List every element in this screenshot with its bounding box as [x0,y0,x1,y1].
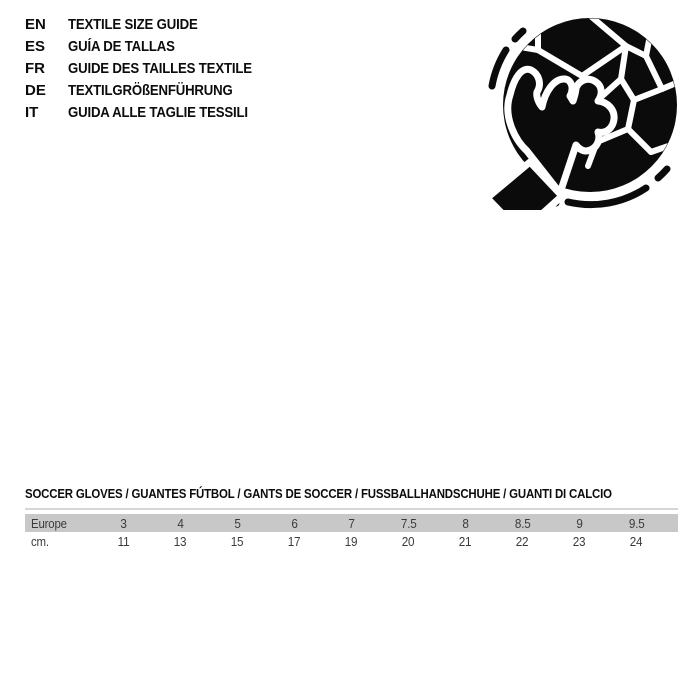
language-code: EN [25,15,46,33]
size-value-text: 19 [345,533,358,549]
language-guide-label [68,82,255,99]
language-code: IT [25,103,39,121]
size-value-cell [323,516,380,531]
size-value-text: 22 [516,533,529,549]
language-guide-label-text: GUIDE DES TAILLES TEXTILE [68,59,252,77]
size-value-cell [209,516,266,531]
size-value-cell [551,534,608,549]
size-value-cell [152,534,209,549]
size-value-text: 9.5 [628,515,645,531]
size-value-text: 3 [120,515,127,531]
language-guide-label-text: TEXTILGRÖßENFÜHRUNG [68,81,233,99]
language-guide-label [68,38,189,55]
language-item [25,57,277,79]
table-row [25,532,678,550]
size-value-text: 6 [291,515,298,531]
size-value-text: 23 [573,533,586,549]
size-value-text: 4 [177,515,184,531]
language-item [25,101,277,123]
language-code: FR [25,59,45,77]
language-code: ES [25,37,46,55]
size-value-cell [437,516,494,531]
language-item [25,13,277,35]
size-value-cell [608,516,665,531]
size-table-title-text: SOCCER GLOVES / GUANTES FÚTBOL / GANTS DE SOCCER / FUSSBALLHANDSCHUHE / GUANTI DI CALCIO [25,486,612,501]
language-guide-label-text: GUÍA DE TALLAS [68,37,175,55]
size-value-cell [95,534,152,549]
language-list [25,13,277,123]
goalkeeper-glove-soccer-ball-icon [470,0,700,210]
row-label [25,534,95,549]
size-value-text: 24 [630,533,643,549]
size-value-cell [494,534,551,549]
language-guide-label [68,60,277,77]
language-guide-label [68,16,215,33]
size-value-cell [266,516,323,531]
language-guide-label-text: TEXTILE SIZE GUIDE [68,15,198,33]
size-table-section [25,486,678,550]
size-value-text: 8.5 [514,515,531,531]
size-value-cell [266,534,323,549]
row-label-text: cm. [31,533,49,549]
size-value-cell [380,516,437,531]
size-value-text: 9 [576,515,583,531]
size-value-text: 7 [348,515,355,531]
size-value-text: 13 [174,533,187,549]
size-value-text: 21 [459,533,472,549]
size-value-text: 17 [288,533,301,549]
size-table [25,514,678,550]
size-table-title [25,486,678,502]
table-row [25,514,678,532]
size-value-text: 20 [402,533,415,549]
language-item [25,79,277,101]
row-label-text: Europe [31,515,67,531]
language-code: DE [25,81,46,99]
language-guide-label [68,104,272,121]
size-value-cell [209,534,266,549]
language-item [25,35,277,57]
size-value-cell [494,516,551,531]
size-value-cell [323,534,380,549]
size-value-cell [152,516,209,531]
size-value-cell [437,534,494,549]
size-value-cell [551,516,608,531]
size-value-cell [380,534,437,549]
size-value-cell [608,534,665,549]
size-value-text: 8 [462,515,469,531]
size-value-text: 7.5 [400,515,417,531]
size-value-text: 11 [117,533,130,549]
size-value-text: 5 [234,515,241,531]
size-value-cell [95,516,152,531]
row-label [25,516,95,531]
table-top-rule [25,508,678,510]
size-value-text: 15 [231,533,244,549]
language-guide-label-text: GUIDA ALLE TAGLIE TESSILI [68,103,248,121]
